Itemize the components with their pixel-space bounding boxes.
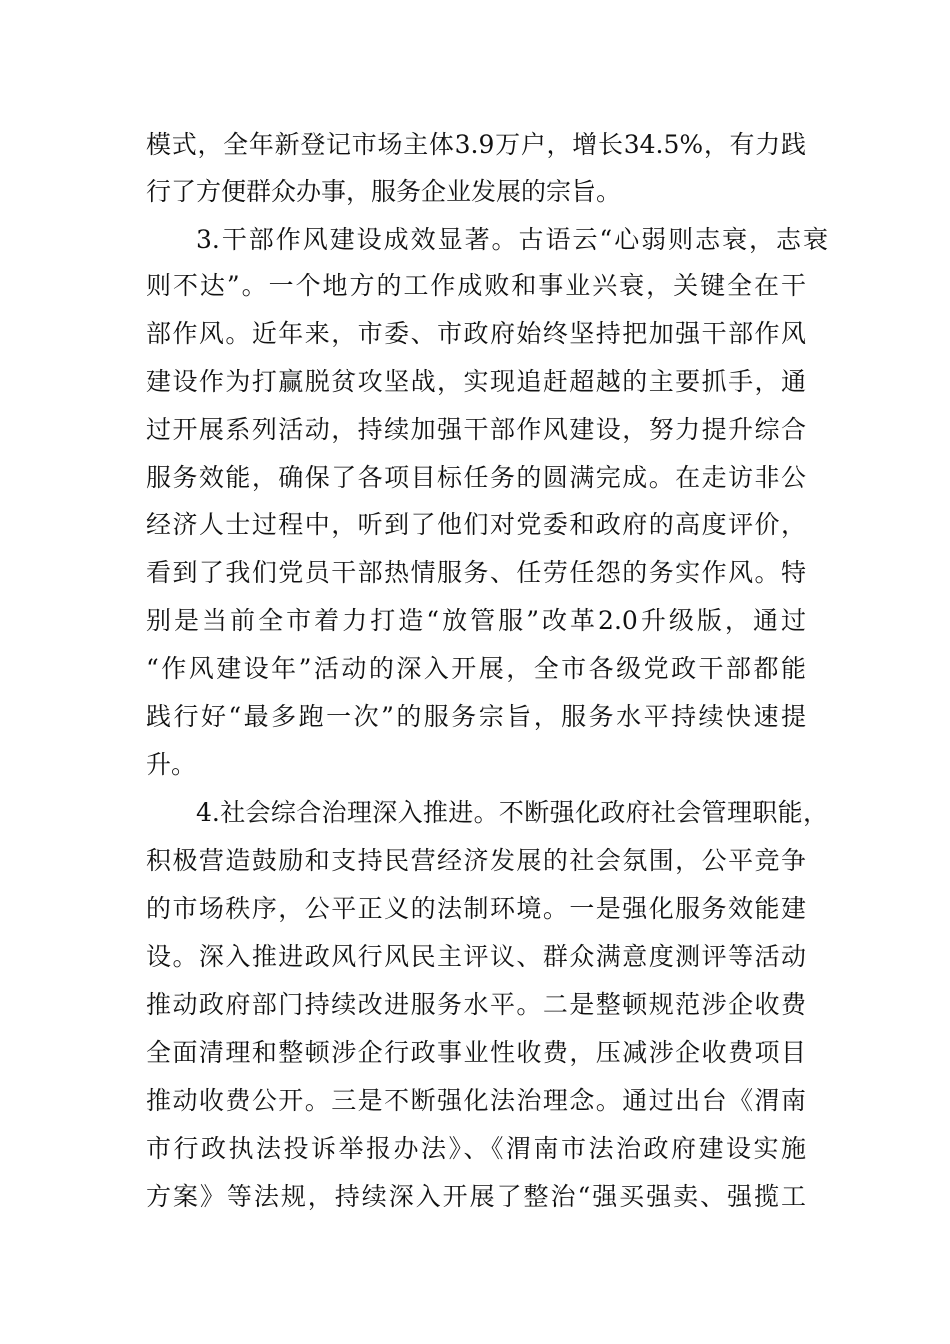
text-line: 则不达”。一个地方的工作成败和事业兴衰，关键全在干 <box>146 271 806 300</box>
text-line: 推动收费公开。三是不断强化法治理念。通过出台《渭南 <box>146 1086 806 1115</box>
text-line: 升。 <box>146 750 197 779</box>
text-line: 设。深入推进政风行风民主评议、群众满意度测评等活动 <box>146 942 806 971</box>
text-line: 过开展系列活动，持续加强干部作风建设，努力提升综合 <box>146 415 806 444</box>
text-line: 模式，全年新登记市场主体3.9万户，增长34.5%，有力践 <box>146 130 806 159</box>
text-line: 部作风。近年来，市委、市政府始终坚持把加强干部作风 <box>146 319 806 348</box>
text-line: 践行好“最多跑一次”的服务宗旨，服务水平持续快速提 <box>146 702 806 731</box>
text-line: 方案》等法规，持续深入开展了整治“强买强卖、强揽工 <box>146 1182 806 1211</box>
text-line: 全面清理和整顿涉企行政事业性收费，压减涉企收费项目 <box>146 1038 806 1067</box>
text-line: 积极营造鼓励和支持民营经济发展的社会氛围，公平竞争 <box>146 846 806 875</box>
text-line: “作风建设年”活动的深入开展，全市各级党政干部都能 <box>146 654 806 683</box>
paragraph-4-first-line: 4.社会综合治理深入推进。不断强化政府社会管理职能， <box>196 798 828 827</box>
text-line: 市行政执法投诉举报办法》、《渭南市法治政府建设实施 <box>146 1134 806 1163</box>
text-line: 别是当前全市着力打造“放管服”改革2.0升级版，通过 <box>146 606 806 635</box>
paragraph-3-first-line: 3.干部作风建设成效显著。古语云“心弱则志衰，志衰 <box>196 225 828 254</box>
text-line: 建设作为打赢脱贫攻坚战，实现追赶超越的主要抓手，通 <box>146 367 806 396</box>
text-line: 看到了我们党员干部热情服务、任劳任怨的务实作风。特 <box>146 558 806 587</box>
text-line: 行了方便群众办事，服务企业发展的宗旨。 <box>146 177 622 206</box>
text-line: 服务效能，确保了各项目标任务的圆满完成。在走访非公 <box>146 463 806 492</box>
text-line: 的市场秩序，公平正义的法制环境。一是强化服务效能建 <box>146 894 806 923</box>
text-line: 推动政府部门持续改进服务水平。二是整顿规范涉企收费 <box>146 990 806 1019</box>
text-line: 经济人士过程中，听到了他们对党委和政府的高度评价， <box>146 510 806 539</box>
